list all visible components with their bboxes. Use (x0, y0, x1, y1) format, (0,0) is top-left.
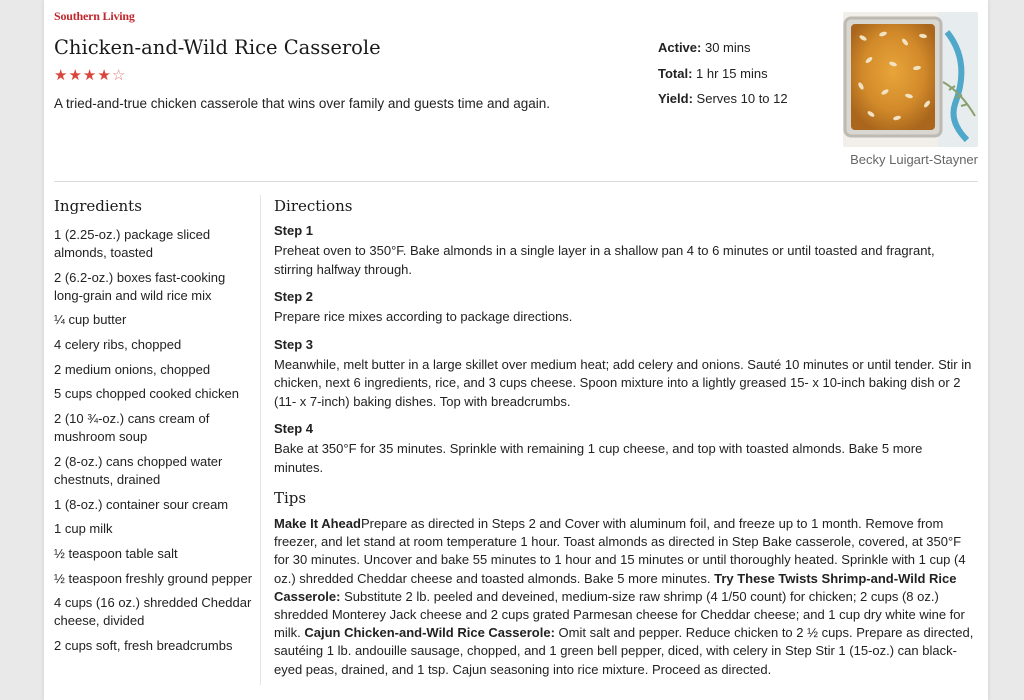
star-icon: ★ (68, 67, 82, 84)
ingredient-item: 1 cup milk (54, 521, 113, 537)
step-label: Step 3 (274, 336, 314, 352)
tips-text (274, 515, 974, 679)
star-icon: ★ (54, 67, 68, 84)
half-star-icon: ☆ (111, 67, 126, 84)
ingredient-item: 4 celery ribs, chopped (54, 337, 182, 353)
active-label: Active: (658, 40, 702, 55)
star-icon: ★ (82, 67, 97, 84)
step-text: Prepare rice mixes according to package directions. (274, 309, 573, 324)
tips-heading: Tips (274, 489, 307, 507)
step-text: Preheat oven to 350°F. Bake almonds in a single layer in a shallow pan 4 to 6 minutes or until toasted and fragrant, stirring halfway through. (274, 243, 935, 277)
directions-heading: Directions (274, 197, 353, 215)
recipe-title: Chicken-and-Wild Rice Casserole (54, 36, 381, 59)
ingredient-item: 2 medium onions, chopped (54, 361, 211, 377)
shrimp-variation-label: Try These Twists Shrimp-and-Wild Rice Casserole: (274, 570, 957, 604)
step-text: Meanwhile, melt butter in a large skillet over medium heat; add celery and onions. Sauté 10 minutes or until tender. Stir in chicken, next 6 ingredients, rice, and 3 cups cheese. Spoon mixture into a lightly greased 15- x 10-inch baking dish or 2 (11- x 7-inch) baking dishes. Top with breadcrumbs. (274, 356, 972, 409)
step-label: Step 2 (274, 289, 314, 304)
direction-step (274, 336, 974, 412)
total-value: 1 hr 15 mins (696, 65, 768, 81)
yield-value: Serves 10 to 12 (696, 91, 788, 106)
recipe-meta (658, 40, 788, 117)
column-divider (260, 195, 261, 685)
ingredient-item: 2 (8-oz.) cans chopped water chestnuts, drained (54, 453, 223, 487)
ingredient-item: 2 (6.2-oz.) boxes fast-cooking long-grain and wild rice mix (54, 269, 226, 303)
casserole-photo-image (843, 12, 978, 147)
header-divider (54, 181, 978, 182)
ingredient-item: ½ teaspoon table salt (54, 545, 178, 561)
cajun-variation-text: Omit salt and pepper. Reduce chicken to 2 ½ cups. Prepare as directed, sautéing 1 lb. andouille sausage, chopped, and 1 green bell pepper, diced, with celery in Step Stir 1 (15-oz.) can black-eyed peas, drained, and 1 tsp. Cajun seasoning into rice mixture. Proceed as directed. (274, 625, 974, 677)
step-label: Step 4 (274, 421, 314, 436)
direction-step (274, 420, 974, 477)
recipe-summary: A tried-and-true chicken casserole that wins over family and guests time and again. (54, 96, 551, 111)
direction-step (274, 222, 974, 279)
recipe-photo[interactable] (843, 12, 978, 147)
ingredient-item: 1 (2.25-oz.) package sliced almonds, toasted (54, 227, 211, 260)
step-label: Step 1 (274, 223, 314, 238)
star-rating[interactable] (54, 68, 125, 84)
ingredients-list (54, 226, 254, 662)
total-label: Total: (658, 65, 693, 81)
ingredient-item: 5 cups chopped cooked chicken (54, 386, 240, 402)
step-text: Bake at 350°F for 35 minutes. Sprinkle with remaining 1 cup cheese, and top with toasted almonds. Bake 5 more minutes. (274, 441, 923, 475)
ingredient-item: 4 cups (16 oz.) shredded Cheddar cheese, divided (54, 595, 252, 629)
make-ahead-label: Make It Ahead (274, 516, 361, 531)
brand-logo[interactable]: Southern Living (54, 9, 135, 23)
ingredient-item: 2 (10 ¾-oz.) cans cream of mushroom soup (54, 411, 210, 445)
ingredient-item: 2 cups soft, fresh breadcrumbs (54, 637, 233, 653)
direction-step (274, 288, 974, 327)
yield-label: Yield: (658, 91, 693, 106)
cajun-variation-label: Cajun Chicken-and-Wild Rice Casserole: (304, 625, 555, 641)
active-value: 30 mins (704, 40, 751, 55)
make-ahead-text: Prepare as directed in Steps 2 and Cover with aluminum foil, and freeze up to 1 month. Remove from freezer, and let stand at room temperature 1 hour. Toast almonds as directed in Step Bake casserole, covered, at 350°F for 30 minutes. Uncover and bake 55 minutes to 1 hour and 15 minutes or until thoroughly heated. Sprinkle with 1 cup (4 oz.) shredded Cheddar cheese and toasted almonds. Bake 5 more minutes. (274, 516, 966, 586)
star-icon: ★ (97, 67, 111, 84)
recipe-page (44, 0, 988, 700)
ingredient-item: ½ teaspoon freshly ground pepper (54, 570, 253, 586)
ingredient-item: 1 (8-oz.) container sour cream (54, 496, 229, 512)
total-time (658, 66, 788, 92)
photo-credit: Becky Luigart-Stayner (850, 152, 978, 167)
yield (658, 91, 788, 117)
directions-steps (274, 222, 974, 679)
active-time (658, 40, 788, 66)
ingredients-heading: Ingredients (54, 197, 142, 215)
shrimp-variation-text: Substitute 2 lb. peeled and deveined, medium-size raw shrimp (4 1/50 count) for chicken; 2 cups (8 oz.) shredded Monterey Jack cheese and 2 cups grated Parmesan cheese for Cheddar cheese; and 1 cup dry white wine for milk. (274, 588, 965, 641)
ingredient-item: ¼ cup butter (54, 312, 127, 328)
